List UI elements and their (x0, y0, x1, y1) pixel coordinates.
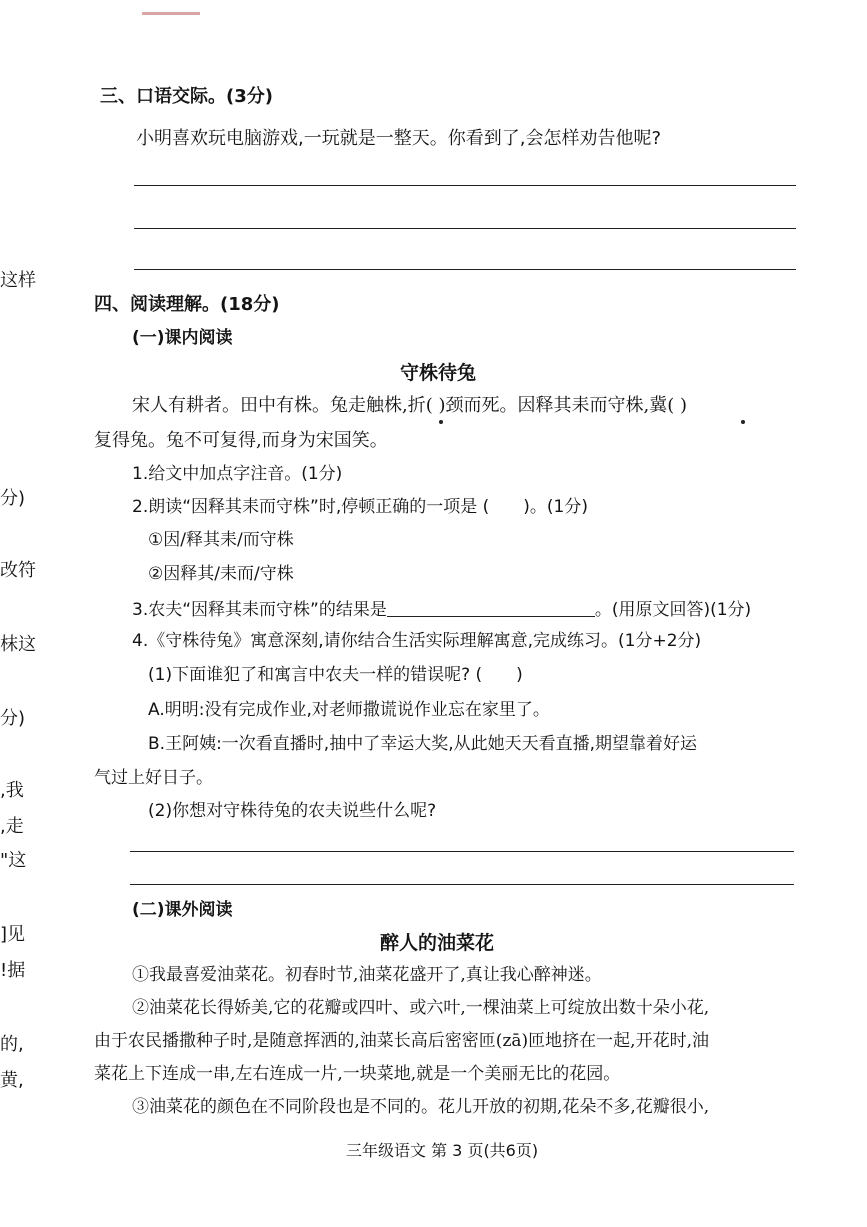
passage1-text: 宋人有耕者。田中有株。兔走触株, (132, 395, 408, 416)
passage2-paragraph-2-line-2: 由于农民播撒种子时,是随意挥洒的,油菜长高后密密匝(zā)匝地挤在一起,开花时,油 (94, 1031, 709, 1051)
edge-fragment: "这 (0, 850, 27, 871)
part1-heading: (一)课内阅读 (132, 328, 233, 348)
edge-fragment: ]见 (0, 924, 26, 945)
question-4: 4.《守株待兔》寓意深刻,请你结合生活实际理解寓意,完成练习。(1分+2分) (132, 631, 702, 651)
pinyin-blank-ji[interactable]: ( ) (667, 395, 688, 416)
question-3 (132, 599, 751, 619)
section3-heading: 三、口语交际。(3分) (100, 86, 273, 107)
question-4-1-close: ) (516, 665, 523, 685)
section3-prompt: 小明喜欢玩电脑游戏,一玩就是一整天。你看到了,会怎样劝告他呢? (136, 128, 661, 149)
edge-fragment: 分) (0, 708, 26, 729)
passage1-line-2: 复得兔。兔不可复得,而身为宋国笑。 (94, 430, 388, 451)
passage2-title: 醉人的油菜花 (380, 932, 495, 954)
edge-fragment: 的, (0, 1034, 24, 1055)
question-3-text: 3.农夫“因释其耒而守株”的结果是 (132, 600, 387, 620)
emphasis-dot (741, 420, 745, 424)
dotted-char-zhe: 折 (407, 395, 426, 416)
passage2-paragraph-2-line-3: 菜花上下连成一串,左右连成一片,一块菜地,就是一个美丽无比的花园。 (94, 1064, 621, 1084)
passage1-line-1 (132, 397, 687, 415)
edge-fragment: 这样 (0, 270, 36, 291)
q2-option-2: ②因释其/耒而/守株 (148, 564, 294, 584)
q4-option-a: A.明明:没有完成作业,对老师撒谎说作业忘在家里了。 (148, 700, 550, 720)
edge-fragment: ,走 (0, 816, 24, 837)
section4-heading: 四、阅读理解。(18分) (94, 294, 280, 315)
emphasis-dot (439, 420, 443, 424)
passage1-title: 守株待兔 (400, 362, 477, 384)
q4-option-b-line-1: B.王阿姨:一次看直播时,抽中了幸运大奖,从此她天天看直播,期望靠着好运 (148, 734, 698, 754)
question-4-1 (148, 667, 523, 684)
part2-heading: (二)课外阅读 (132, 900, 233, 920)
question-3-score: 。(用原文回答)(1分) (594, 600, 752, 620)
passage2-paragraph-1: ①我最喜爱油菜花。初春时节,油菜花盛开了,真让我心醉神迷。 (132, 965, 602, 985)
question-2-score: )。(1分) (523, 497, 588, 517)
answer-underline[interactable] (387, 599, 595, 617)
edge-fragment: 改符 (0, 560, 36, 581)
question-2-text: 2.朗读“因释其耒而守株”时,停顿正确的一项是 ( (132, 497, 490, 517)
edge-fragment: 黄, (0, 1070, 24, 1091)
pinyin-blank-zhe[interactable]: ( )颈而死。因释其耒而守株, (425, 395, 650, 416)
edge-fragment: ,我 (0, 780, 24, 801)
question-2 (132, 499, 588, 516)
passage2-paragraph-3: ③油菜花的颜色在不同阶段也是不同的。花儿开放的初期,花朵不多,花瓣很小, (132, 1097, 710, 1117)
answer-line-2[interactable] (134, 228, 796, 229)
question-4-1-text: (1)下面谁犯了和寓言中农夫一样的错误呢? ( (148, 665, 483, 685)
q2-option-1: ①因/释其耒/而守株 (148, 530, 294, 550)
edge-fragment: 枺这 (0, 634, 36, 655)
q4-option-b-line-2: 气过上好日子。 (94, 768, 213, 788)
answer-line-4[interactable] (130, 851, 794, 852)
answer-line-3[interactable] (134, 269, 796, 270)
passage2-paragraph-2-line-1: ②油菜花长得娇美,它的花瓣或四叶、或六叶,一棵油菜上可绽放出数十朵小花, (132, 998, 710, 1018)
edge-fragment: !据 (0, 960, 26, 981)
question-1: 1.给文中加点字注音。(1分) (132, 464, 343, 484)
scan-mark (142, 12, 200, 15)
dotted-char-ji: 冀 (649, 395, 668, 416)
question-4-2: (2)你想对守株待兔的农夫说些什么呢? (148, 801, 437, 821)
page-footer: 三年级语文 第 3 页(共6页) (346, 1141, 539, 1160)
answer-line-1[interactable] (134, 185, 796, 186)
edge-fragment: 分) (0, 488, 26, 509)
answer-line-5[interactable] (130, 884, 794, 885)
